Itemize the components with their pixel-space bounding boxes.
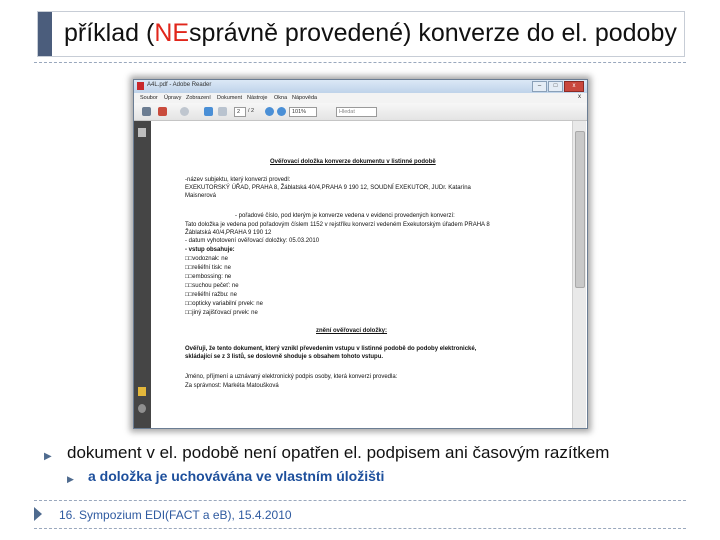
doc-line: □□reliéfní tisk: ne <box>185 265 231 271</box>
menu-napoveda[interactable]: Nápověda <box>292 95 318 101</box>
slide-title <box>64 19 677 48</box>
doc-line: EXEKUTORSKÝ ÚŘAD, PRAHA 8, Žáblatská 40/4,PRAHA 9 190 12, SOUDNÍ EXEKUTOR, JUDr. Katarína <box>185 185 471 191</box>
scrollbar-thumb[interactable] <box>575 131 585 288</box>
doc-line: - pořadové číslo, pod kterým je konverze vedena v evidenci provedených konverzí: <box>235 213 455 219</box>
doc-section-heading: znění ověřovací doložky: <box>316 328 388 334</box>
doc-line: □□suchou pečeť: ne <box>185 283 239 289</box>
sub-bullet-text: a doložka je uchovávána ve vlastním úložišti <box>88 468 385 484</box>
doc-signer: Za správnost: Markéta Matoušková <box>185 383 279 389</box>
bullet-arrow-icon: ▶ <box>44 451 52 462</box>
menu-soubor[interactable]: Soubor <box>140 95 158 101</box>
title-divider <box>34 62 686 63</box>
pdf-icon <box>137 82 144 90</box>
slide-title-bar <box>37 11 685 57</box>
title-highlight: NE <box>154 19 190 47</box>
footer-bottom-divider <box>34 528 686 529</box>
menu-zobrazeni[interactable]: Zobrazení <box>186 95 211 101</box>
doc-line: □□jiný zajišťovací prvek: ne <box>185 310 258 316</box>
minimize-button[interactable]: – <box>532 81 547 92</box>
footer-arrow-icon <box>34 507 42 521</box>
search-input[interactable]: Hledat <box>336 107 377 117</box>
doc-line: -název subjektu, který konverzi provedl: <box>185 177 291 183</box>
print-icon[interactable] <box>142 107 151 116</box>
footer-divider <box>34 500 686 501</box>
title-prefix: příklad ( <box>64 19 155 47</box>
bullet-text: dokument v el. podobě není opatřen el. podpisem ani časovým razítkem <box>67 443 610 462</box>
menu-upravy[interactable]: Úpravy <box>164 95 182 101</box>
doc-line: - vstup obsahuje: <box>185 247 235 253</box>
reader-window-title: A4L.pdf - Adobe Reader <box>147 82 212 88</box>
reader-title-bar <box>134 80 587 93</box>
signatures-icon[interactable] <box>138 387 146 396</box>
maximize-button[interactable]: □ <box>548 81 563 92</box>
zoom-out-icon[interactable] <box>265 107 274 116</box>
zoom-select[interactable]: 101% <box>289 107 317 117</box>
close-button[interactable]: x <box>564 81 584 92</box>
page-up-icon[interactable] <box>204 107 213 116</box>
doc-line: □□embossing: ne <box>185 274 232 280</box>
attachments-icon[interactable] <box>138 404 146 413</box>
pages-icon[interactable] <box>138 128 146 137</box>
doc-line: - datum vyhotovení ověřovací doložky: 05.03.2010 <box>185 238 320 244</box>
doc-line: □□vodoznak: ne <box>185 256 228 262</box>
menu-okna[interactable]: Okna <box>274 95 288 101</box>
page-down-icon[interactable] <box>218 107 227 116</box>
doc-heading: Ověřovací doložka konverze dokumentu v listinné podobě <box>270 159 436 165</box>
page-total: / 2 <box>248 108 255 114</box>
doc-line: Tato doložka je vedena pod pořadovým číslem 1152 v rejstříku konverzí vedeném Exekutorským úřadem PRAHA 8 <box>185 222 490 228</box>
doc-signer: Jméno, příjmení a uznávaný elektronický podpis osoby, která konverzi provedla: <box>185 374 398 380</box>
doc-line: Žáblatská 40/4,PRAHA 9 190 12 <box>185 230 272 236</box>
doc-line: □□reliéfní ražbu: ne <box>185 292 237 298</box>
create-pdf-icon[interactable] <box>158 107 167 116</box>
doc-line: □□opticky variabilní prvek: ne <box>185 301 263 307</box>
zoom-in-icon[interactable] <box>277 107 286 116</box>
reader-screenshot <box>133 79 588 429</box>
reader-toolbar <box>134 103 587 121</box>
title-accent-bar <box>38 12 52 56</box>
vertical-scrollbar[interactable] <box>572 121 586 428</box>
menu-dokument[interactable]: Dokument <box>217 95 243 101</box>
document-close-icon[interactable]: x <box>578 94 581 100</box>
navigation-pane <box>134 121 151 428</box>
sub-bullet-arrow-icon: ▶ <box>67 474 74 484</box>
page-number-input[interactable]: 2 <box>234 107 246 117</box>
doc-statement: skládající se z 3 listů, se doslovně shoduje s obsahem tohoto vstupu. <box>185 354 384 360</box>
slide-footer: 16. Sympozium EDI(FACT a eB), 15.4.2010 <box>59 508 292 522</box>
document-page <box>151 121 572 428</box>
doc-statement: Ověřuji, že tento dokument, který vznikl převedením vstupu v listinné podobě do podoby elektronické, <box>185 346 477 352</box>
menu-nastroje[interactable]: Nástroje <box>247 95 268 101</box>
title-suffix: správně provedené) konverze do el. podoby <box>189 19 677 47</box>
back-icon[interactable] <box>180 107 189 116</box>
doc-line: Maisnerová <box>185 193 217 199</box>
